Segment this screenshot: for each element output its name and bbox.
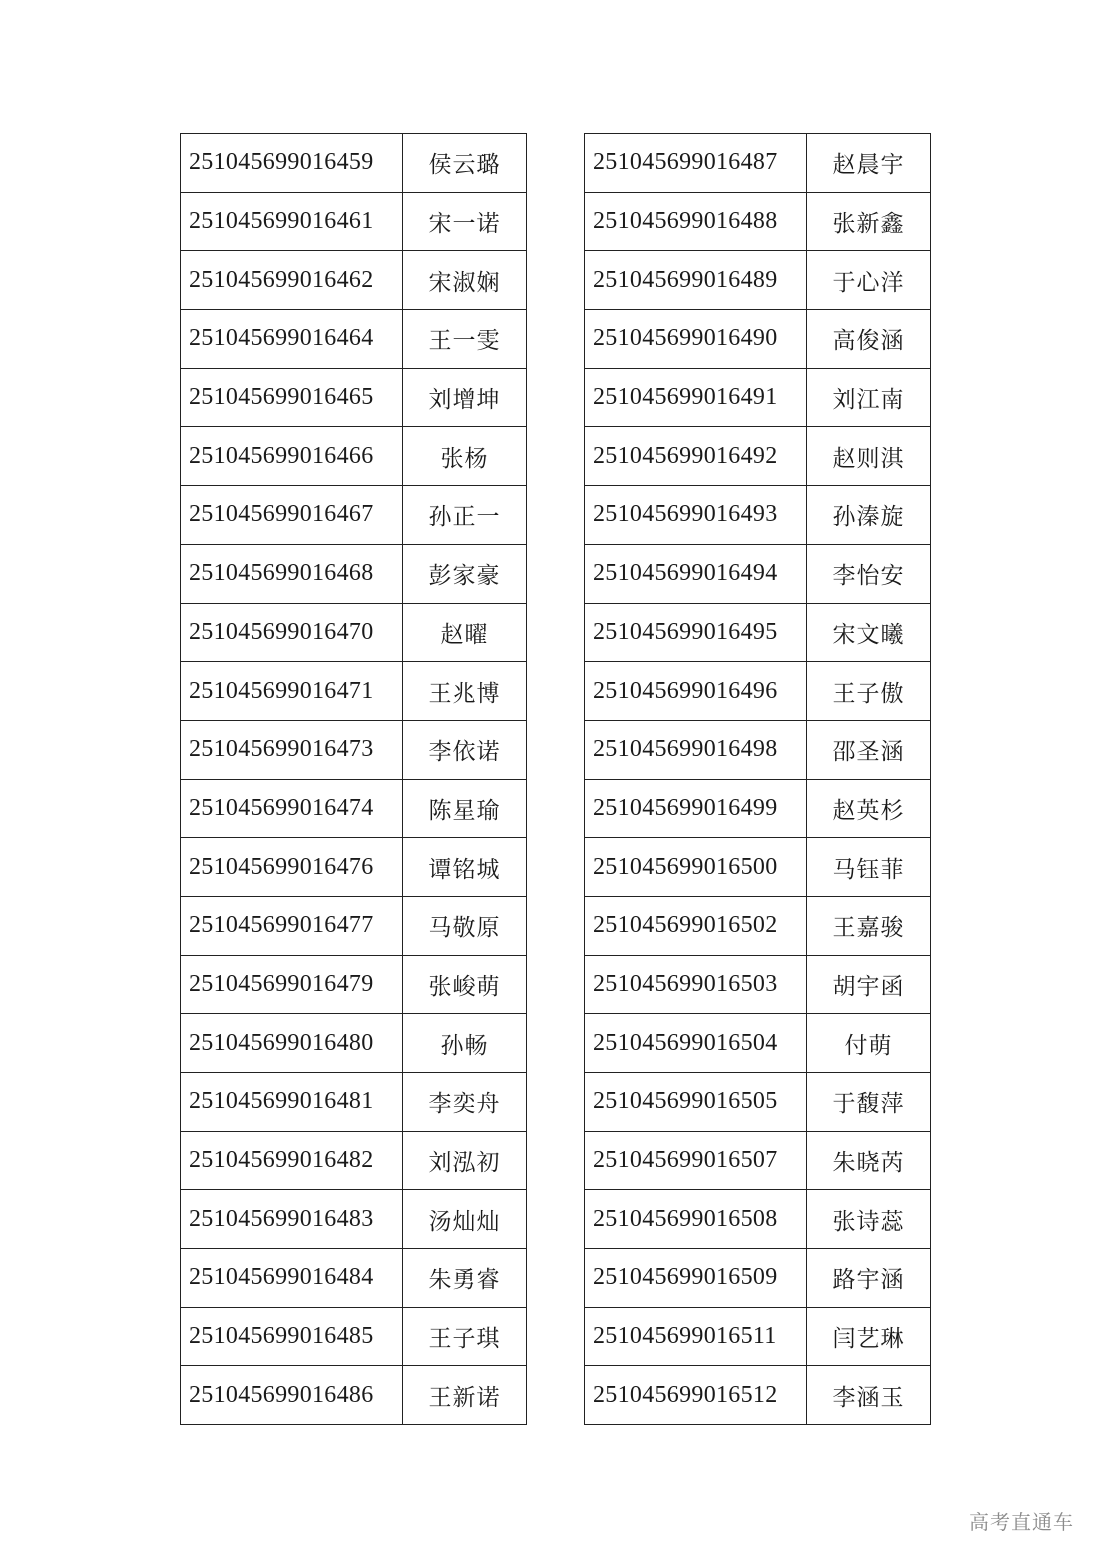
student-name-cell: 邵圣涵 bbox=[807, 720, 931, 779]
student-name-cell: 孙正一 bbox=[403, 486, 527, 545]
table-row bbox=[181, 838, 527, 897]
student-name-cell: 于馥萍 bbox=[807, 1073, 931, 1132]
table-row bbox=[181, 955, 527, 1014]
exam-number-cell: 251045699016473 bbox=[181, 720, 403, 779]
exam-number-cell: 251045699016504 bbox=[585, 1014, 807, 1073]
exam-number-cell: 251045699016471 bbox=[181, 662, 403, 721]
table-row bbox=[181, 603, 527, 662]
table-row bbox=[585, 310, 931, 369]
student-name-cell: 张杨 bbox=[403, 427, 527, 486]
student-name-cell: 宋文曦 bbox=[807, 603, 931, 662]
table-row bbox=[585, 544, 931, 603]
table-row bbox=[585, 779, 931, 838]
table-row bbox=[585, 1014, 931, 1073]
exam-number-cell: 251045699016483 bbox=[181, 1190, 403, 1249]
table-row bbox=[181, 1131, 527, 1190]
student-name-cell: 胡宇函 bbox=[807, 955, 931, 1014]
exam-number-cell: 251045699016470 bbox=[181, 603, 403, 662]
student-table-right-body bbox=[585, 134, 931, 1425]
table-row bbox=[585, 1073, 931, 1132]
student-name-cell: 汤灿灿 bbox=[403, 1190, 527, 1249]
student-name-cell: 王兆博 bbox=[403, 662, 527, 721]
exam-number-cell: 251045699016481 bbox=[181, 1073, 403, 1132]
exam-number-cell: 251045699016498 bbox=[585, 720, 807, 779]
exam-number-cell: 251045699016479 bbox=[181, 955, 403, 1014]
exam-number-cell: 251045699016467 bbox=[181, 486, 403, 545]
table-row bbox=[585, 1249, 931, 1308]
table-row bbox=[585, 1366, 931, 1425]
exam-number-cell: 251045699016465 bbox=[181, 368, 403, 427]
student-name-cell: 朱晓芮 bbox=[807, 1131, 931, 1190]
student-table-left-body bbox=[181, 134, 527, 1425]
exam-number-cell: 251045699016474 bbox=[181, 779, 403, 838]
student-name-cell: 王嘉骏 bbox=[807, 896, 931, 955]
exam-number-cell: 251045699016459 bbox=[181, 134, 403, 193]
exam-number-cell: 251045699016477 bbox=[181, 896, 403, 955]
exam-number-cell: 251045699016511 bbox=[585, 1307, 807, 1366]
exam-number-cell: 251045699016482 bbox=[181, 1131, 403, 1190]
table-row bbox=[181, 368, 527, 427]
exam-number-cell: 251045699016485 bbox=[181, 1307, 403, 1366]
exam-number-cell: 251045699016505 bbox=[585, 1073, 807, 1132]
student-name-cell: 马钰菲 bbox=[807, 838, 931, 897]
watermark-label: 高考直通车 bbox=[969, 1510, 1074, 1534]
table-row bbox=[585, 486, 931, 545]
table-row bbox=[181, 779, 527, 838]
exam-number-cell: 251045699016487 bbox=[585, 134, 807, 193]
student-name-cell: 张诗蕊 bbox=[807, 1190, 931, 1249]
student-name-cell: 王新诺 bbox=[403, 1366, 527, 1425]
exam-number-cell: 251045699016499 bbox=[585, 779, 807, 838]
student-name-cell: 李依诺 bbox=[403, 720, 527, 779]
table-row bbox=[585, 192, 931, 251]
table-row bbox=[585, 427, 931, 486]
student-name-cell: 李奕舟 bbox=[403, 1073, 527, 1132]
student-name-cell: 李怡安 bbox=[807, 544, 931, 603]
exam-number-cell: 251045699016508 bbox=[585, 1190, 807, 1249]
table-row bbox=[181, 486, 527, 545]
exam-number-cell: 251045699016468 bbox=[181, 544, 403, 603]
student-table-left bbox=[180, 133, 527, 1425]
table-row bbox=[585, 603, 931, 662]
student-name-cell: 刘江南 bbox=[807, 368, 931, 427]
exam-number-cell: 251045699016461 bbox=[181, 192, 403, 251]
student-name-cell: 宋淑娴 bbox=[403, 251, 527, 310]
table-row bbox=[585, 1190, 931, 1249]
exam-number-cell: 251045699016486 bbox=[181, 1366, 403, 1425]
exam-number-cell: 251045699016476 bbox=[181, 838, 403, 897]
student-name-cell: 张新鑫 bbox=[807, 192, 931, 251]
table-row bbox=[181, 1014, 527, 1073]
student-name-cell: 刘泓初 bbox=[403, 1131, 527, 1190]
student-name-cell: 孙畅 bbox=[403, 1014, 527, 1073]
table-row bbox=[181, 427, 527, 486]
table-row bbox=[181, 1073, 527, 1132]
student-name-cell: 王子琪 bbox=[403, 1307, 527, 1366]
exam-number-cell: 251045699016462 bbox=[181, 251, 403, 310]
table-row bbox=[181, 192, 527, 251]
student-name-cell: 彭家豪 bbox=[403, 544, 527, 603]
student-name-cell: 赵英杉 bbox=[807, 779, 931, 838]
exam-number-cell: 251045699016488 bbox=[585, 192, 807, 251]
exam-number-cell: 251045699016480 bbox=[181, 1014, 403, 1073]
exam-number-cell: 251045699016466 bbox=[181, 427, 403, 486]
student-name-cell: 路宇涵 bbox=[807, 1249, 931, 1308]
exam-number-cell: 251045699016500 bbox=[585, 838, 807, 897]
table-row bbox=[585, 1131, 931, 1190]
exam-number-cell: 251045699016489 bbox=[585, 251, 807, 310]
exam-number-cell: 251045699016490 bbox=[585, 310, 807, 369]
student-name-cell: 陈星瑜 bbox=[403, 779, 527, 838]
exam-number-cell: 251045699016502 bbox=[585, 896, 807, 955]
table-row bbox=[585, 720, 931, 779]
table-row bbox=[181, 1190, 527, 1249]
table-row bbox=[181, 896, 527, 955]
student-name-cell: 朱勇睿 bbox=[403, 1249, 527, 1308]
student-name-cell: 宋一诺 bbox=[403, 192, 527, 251]
table-row bbox=[585, 662, 931, 721]
table-row bbox=[585, 955, 931, 1014]
student-name-cell: 谭铭城 bbox=[403, 838, 527, 897]
student-table-right bbox=[584, 133, 931, 1425]
table-row bbox=[181, 1249, 527, 1308]
exam-number-cell: 251045699016492 bbox=[585, 427, 807, 486]
table-row bbox=[585, 368, 931, 427]
exam-number-cell: 251045699016494 bbox=[585, 544, 807, 603]
student-name-cell: 付萌 bbox=[807, 1014, 931, 1073]
exam-number-cell: 251045699016484 bbox=[181, 1249, 403, 1308]
student-name-cell: 高俊涵 bbox=[807, 310, 931, 369]
exam-number-cell: 251045699016491 bbox=[585, 368, 807, 427]
exam-number-cell: 251045699016464 bbox=[181, 310, 403, 369]
table-row bbox=[181, 310, 527, 369]
exam-number-cell: 251045699016512 bbox=[585, 1366, 807, 1425]
table-row bbox=[181, 544, 527, 603]
student-name-cell: 于心洋 bbox=[807, 251, 931, 310]
student-name-cell: 张峻萌 bbox=[403, 955, 527, 1014]
student-name-cell: 马敬原 bbox=[403, 896, 527, 955]
student-name-cell: 赵则淇 bbox=[807, 427, 931, 486]
table-row bbox=[585, 251, 931, 310]
table-row bbox=[585, 838, 931, 897]
exam-number-cell: 251045699016503 bbox=[585, 955, 807, 1014]
student-name-cell: 王子傲 bbox=[807, 662, 931, 721]
table-row bbox=[585, 1307, 931, 1366]
exam-number-cell: 251045699016509 bbox=[585, 1249, 807, 1308]
table-row bbox=[181, 1307, 527, 1366]
table-row bbox=[181, 251, 527, 310]
student-name-cell: 李涵玉 bbox=[807, 1366, 931, 1425]
student-name-cell: 刘增坤 bbox=[403, 368, 527, 427]
exam-number-cell: 251045699016495 bbox=[585, 603, 807, 662]
student-name-cell: 侯云璐 bbox=[403, 134, 527, 193]
exam-number-cell: 251045699016507 bbox=[585, 1131, 807, 1190]
student-name-cell: 孙溱旋 bbox=[807, 486, 931, 545]
table-row bbox=[181, 134, 527, 193]
student-name-cell: 闫艺琳 bbox=[807, 1307, 931, 1366]
exam-number-cell: 251045699016493 bbox=[585, 486, 807, 545]
student-name-cell: 赵曜 bbox=[403, 603, 527, 662]
table-row bbox=[181, 662, 527, 721]
student-name-cell: 王一雯 bbox=[403, 310, 527, 369]
table-row bbox=[181, 720, 527, 779]
student-name-cell: 赵晨宇 bbox=[807, 134, 931, 193]
table-row bbox=[181, 1366, 527, 1425]
table-row bbox=[585, 896, 931, 955]
exam-number-cell: 251045699016496 bbox=[585, 662, 807, 721]
table-row bbox=[585, 134, 931, 193]
